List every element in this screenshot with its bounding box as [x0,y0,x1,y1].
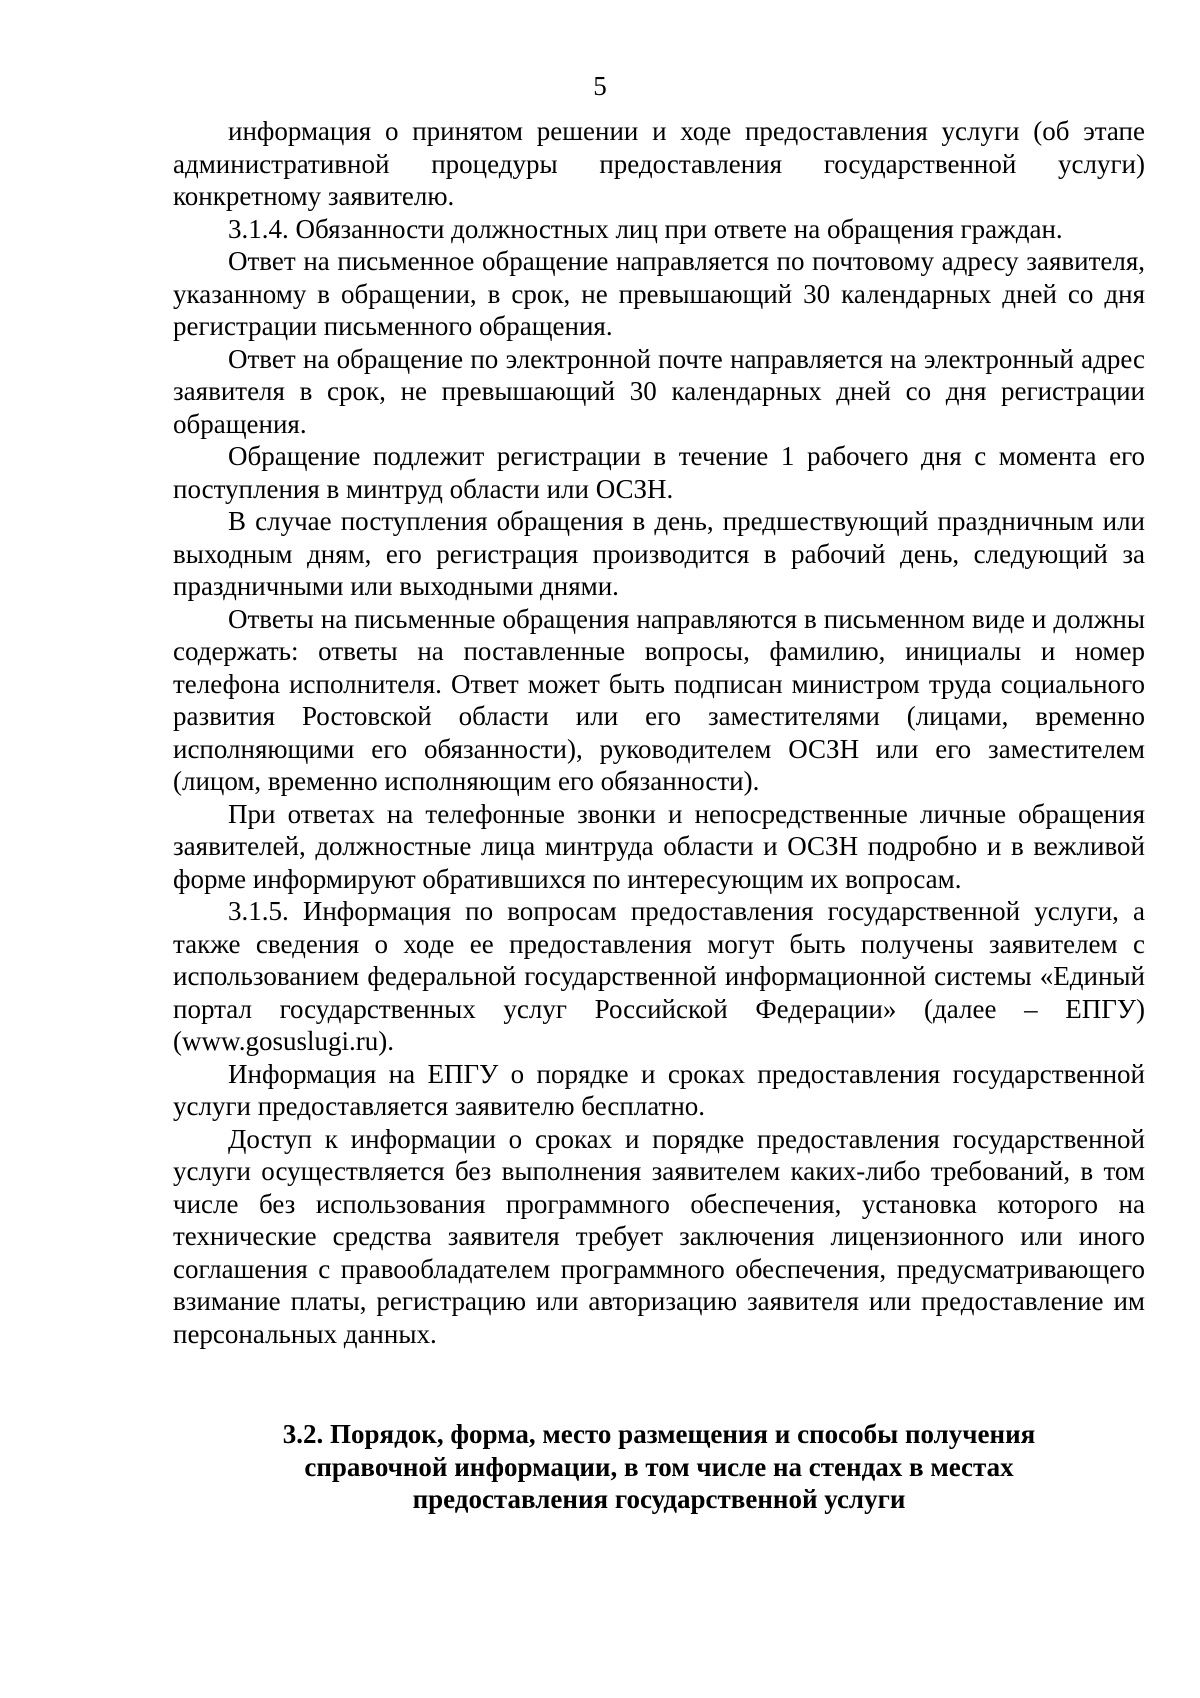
heading-line: предоставления государственной услуги [412,1484,906,1514]
heading-line: справочной информации, в том числе на стендах в местах [304,1451,1014,1482]
paragraph-3-1-4-title: 3.1.4. Обязанности должностных лиц при ответе на обращения граждан. [228,213,1063,244]
paragraph-phone-replies: При ответах на телефонные звонки и непосредственные личные обращения заявителей, должностные лица минтруда области и ОСЗН подробно и в вежливой форме информируют обратившихся по интересующим их вопросам. [173,798,1145,894]
page-number: 5 [593,71,607,101]
heading-line: 3.2. Порядок, форма, место размещения и способы получения [282,1419,1036,1449]
paragraph-epgu-free: Информация на ЕПГУ о порядке и сроках предоставления государственной услуги предоставляется заявителю бесплатно. [173,1058,1145,1121]
paragraph-3-1-5-epgu: 3.1.5. Информация по вопросам предоставления государственной услуги, а также сведения о ходе ее предоставления могут быть получены заявителем с использованием федеральной государственной информационной системы «Единый портал государственных услуг Российской Федерации» (далее – ЕПГУ) (www.gosuslugi.ru). [173,896,1145,1056]
paragraph-access-info: Доступ к информации о сроках и порядке предоставления государственной услуги осуществляется без выполнения заявителем каких-либо требований, в том числе без использования программного обеспечения, установка которого на технические средства заявителя требует заключения лицензионного или иного соглашения с правообладателем программного обеспечения, предусматривающего взимание платы, регистрацию или авторизацию заявителя или предоставление им персональных данных. [173,1123,1145,1349]
paragraph-holiday-registration: В случае поступления обращения в день, предшествующий праздничным или выходным дням, его регистрация производится в рабочий день, следующий за праздничными или выходными днями. [173,506,1145,601]
paragraph-applicant-info: информация о принятом решении и ходе предоставления услуги (об этапе административной процедуры предоставления государственной услуги) конкретному заявителю. [173,116,1145,211]
document-body [173,115,1145,1350]
paragraph-email-reply: Ответ на обращение по электронной почте направляется на электронный адрес заявителя в срок, не превышающий 30 календарных дней со дня регистрации обращения. [173,343,1145,439]
paragraph-registration: Обращение подлежит регистрации в течение 1 рабочего дня с момента его поступления в минтруд области или ОСЗН. [173,441,1145,504]
paragraph-reply-contents: Ответы на письменные обращения направляются в письменном виде и должны содержать: ответы на поставленные вопросы, фамилию, инициалы и номер телефона исполнителя. Ответ может быть подписан министром труда социального развития Ростовской области или его заместителями (лицами, временно исполняющими его обязанности), руководителем ОСЗН или его заместителем (лицом, временно исполняющим его обязанности). [173,603,1145,796]
paragraph-written-reply: Ответ на письменное обращение направляется по почтовому адресу заявителя, указанному в обращении, в срок, не превышающий 30 календарных дней со дня регистрации письменного обращения. [173,246,1145,341]
section-heading-3-2 [173,1418,1145,1516]
